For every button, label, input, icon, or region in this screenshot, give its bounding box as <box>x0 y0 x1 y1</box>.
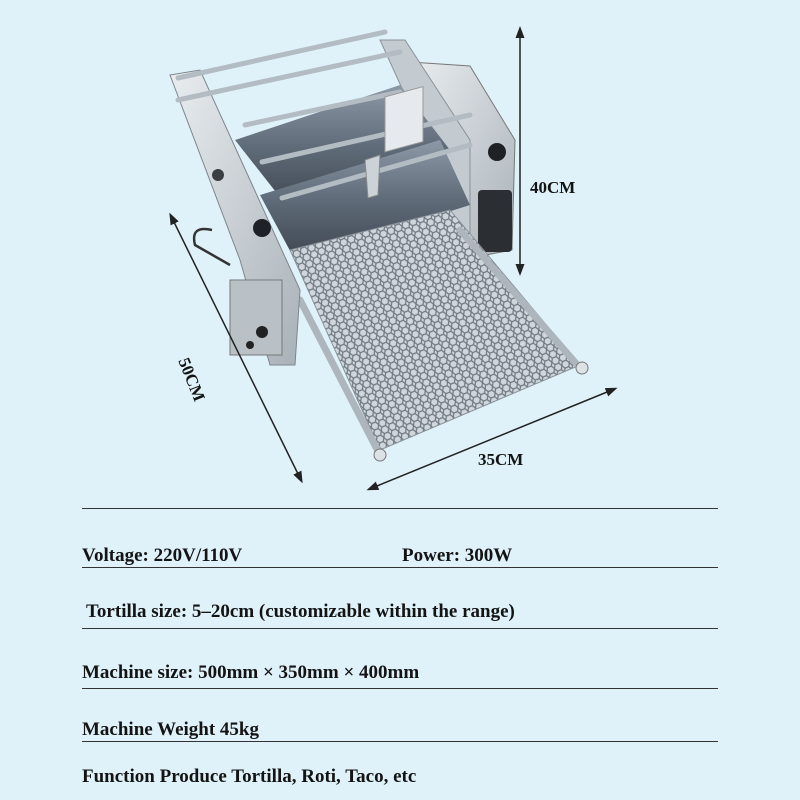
spec-function: Function Produce Tortilla, Roti, Taco, etc <box>82 766 417 787</box>
length-label: 50CM <box>174 355 209 405</box>
width-label: 35CM <box>478 450 524 469</box>
conveyor-mesh <box>290 210 580 450</box>
divider <box>82 741 718 742</box>
divider <box>82 628 718 629</box>
spec-machine-size: Machine size: 500mm × 350mm × 400mm <box>82 662 420 683</box>
spec-power: Power: 300W <box>402 545 513 566</box>
divider-top <box>82 508 718 509</box>
adjust-knob <box>488 143 506 161</box>
spec-tortilla-size: Tortilla size: 5–20cm (customizable within the range) <box>86 601 515 622</box>
spec-voltage: Voltage: 220V/110V <box>82 545 243 566</box>
height-label: 40CM <box>530 178 576 197</box>
divider <box>82 567 718 568</box>
spec-weight: Machine Weight 45kg <box>82 719 259 740</box>
divider <box>82 688 718 689</box>
